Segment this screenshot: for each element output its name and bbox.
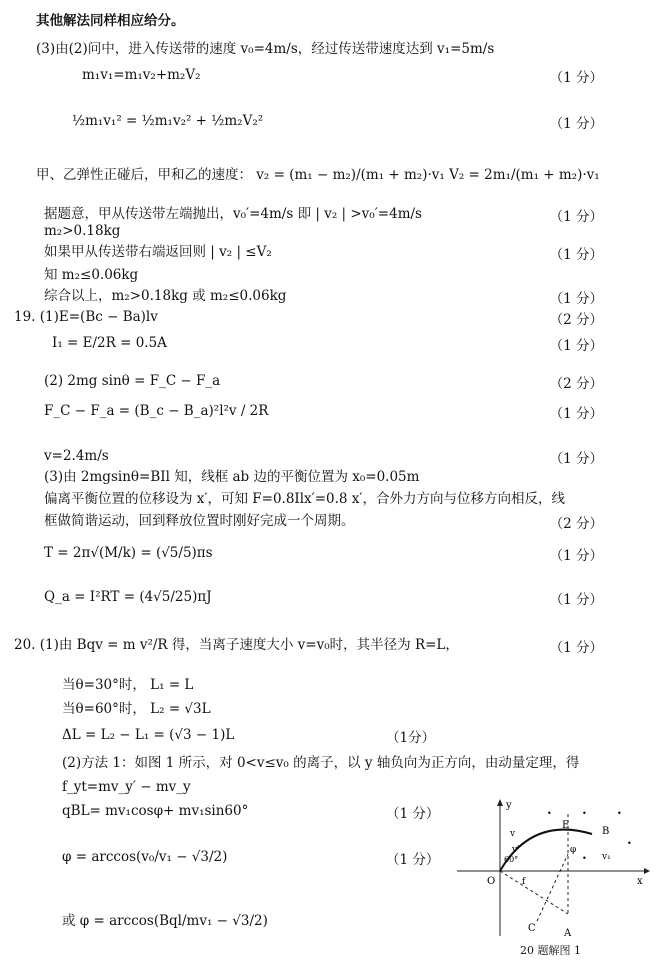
answer-line: (3)由(2)问中，进入传送带的速度 v₀=4m/s，经过传送带速度达到 v₁=5m/s	[36, 41, 495, 57]
score-mark: （1 分）	[549, 338, 603, 354]
score-mark: （1 分）	[549, 209, 603, 225]
score-mark: （1 分）	[549, 451, 603, 467]
x-arrow-icon	[644, 868, 650, 874]
score-mark: （1 分）	[549, 291, 603, 307]
answer-line: 框做简谐运动，回到释放位置时刚好完成一个周期。	[44, 513, 355, 529]
fig-label-e: E	[562, 820, 570, 831]
answer-line: v=2.4m/s	[44, 448, 109, 464]
answer-line: (3)由 2mgsinθ=BIl 知，线框 ab 边的平衡位置为 x₀=0.05m	[44, 469, 420, 485]
score-mark: （1 分）	[386, 806, 440, 822]
fig-label-a: A	[564, 928, 572, 939]
fig-label-angle: 60°	[504, 855, 519, 864]
fig-label-y: y	[506, 800, 512, 811]
answer-line: 综合以上，m₂>0.18kg 或 m₂≤0.06kg	[44, 288, 287, 304]
answer-line: 如果甲从传送带右端返回则 | v₂ | ≤V₂	[44, 244, 272, 260]
fig-label-v: v	[510, 829, 516, 839]
score-mark: （1分）	[386, 730, 436, 746]
field-dot: •	[582, 809, 587, 818]
score-mark: （1 分）	[549, 640, 603, 656]
fig-label-phi: φ	[570, 845, 577, 855]
y-arrow-icon	[497, 799, 503, 806]
field-dot: •	[617, 809, 622, 818]
fig-label-v-prime: v′	[512, 845, 520, 855]
fig-label-f: f	[522, 877, 526, 887]
answer-line: qBL= mv₁cosφ+ mv₁sin60°	[62, 803, 249, 819]
score-mark: （1 分）	[549, 247, 603, 263]
answer-line: 据题意，甲从传送带左端抛出，v₀′=4m/s 即 | v₂ | >v₀′=4m/s	[44, 206, 422, 222]
answer-line: m₁v₁=m₁v₂+m₂V₂	[82, 67, 201, 83]
answer-line: 当θ=60°时， L₂ = √3L	[62, 701, 211, 717]
answer-line: F_C − F_a = (B_c − B_a)²l²v / 2R	[44, 403, 269, 419]
field-dot: •	[582, 854, 587, 863]
radius-dashed-oa	[500, 871, 568, 914]
answer-line: 知 m₂≤0.06kg	[44, 267, 139, 283]
answer-line: f_yt=mv_y′ − mv_y	[62, 779, 191, 795]
answer-line: φ = arccos(v₀/v₁ − √3/2)	[62, 849, 228, 865]
figure-20-diagram	[452, 796, 652, 946]
answer-line: I₁ = E/2R = 0.5A	[52, 335, 167, 351]
score-mark: （2 分）	[549, 516, 603, 532]
answer-line: Q_a = I²RT = (4√5/25)πJ	[44, 589, 212, 605]
score-mark: （1 分）	[386, 852, 440, 868]
answer-line: ½m₁v₁² = ½m₁v₂² + ½m₂V₂²	[72, 113, 264, 129]
fig-label-b: B	[602, 826, 610, 837]
answer-line: (2) 2mg sinθ = F_C − F_a	[44, 373, 221, 389]
answer-line: (2)方法 1：如图 1 所示，对 0<v≤v₀ 的离子，以 y 轴负向为正方向，由动量定理，得	[62, 755, 580, 771]
field-dot: •	[627, 839, 632, 848]
answer-line: 20. (1)由 Bqv = m v²/R 得，当离子速度大小 v=v₀时，其半径为 R=L，	[14, 637, 459, 653]
answer-line: 19. (1)E=(Bc − Ba)lv	[14, 309, 158, 325]
score-mark: （2 分）	[549, 376, 603, 392]
score-mark: （1 分）	[549, 548, 603, 564]
score-mark: （1 分）	[549, 592, 603, 608]
fig-label-v1: v₁	[602, 852, 611, 862]
fig-label-c: C	[528, 923, 536, 934]
answer-line: T = 2π√(M/k) = (√5/5)πs	[44, 545, 213, 561]
field-dot: •	[547, 809, 552, 818]
score-mark: （1 分）	[549, 406, 603, 422]
score-mark: （1 分）	[549, 116, 603, 132]
fig-label-o: O	[487, 876, 496, 887]
fig-label-x: x	[637, 876, 643, 887]
answer-line: 其他解法同样相应给分。	[36, 13, 185, 29]
answer-line: m₂>0.18kg	[44, 223, 121, 239]
figure-caption: 20 题解图 1	[520, 944, 581, 957]
score-mark: （2 分）	[549, 312, 603, 328]
answer-line: 当θ=30°时， L₁ = L	[62, 677, 194, 693]
answer-line: 甲、乙弹性正碰后，甲和乙的速度： v₂ = (m₁ − m₂)/(m₁ + m₂)·v₁ V₂ = 2m₁/(m₁ + m₂)·v₁	[36, 167, 600, 183]
answer-line: 或 φ = arccos(Bql/mv₁ − √3/2)	[62, 913, 268, 929]
score-mark: （1 分）	[549, 70, 603, 86]
answer-line: 偏离平衡位置的位移设为 x′，可知 F=0.8Ilx′=0.8 x′，合外力方向与位移方向相反，线	[44, 491, 565, 507]
answer-line: ΔL = L₂ − L₁ = (√3 − 1)L	[62, 727, 235, 743]
